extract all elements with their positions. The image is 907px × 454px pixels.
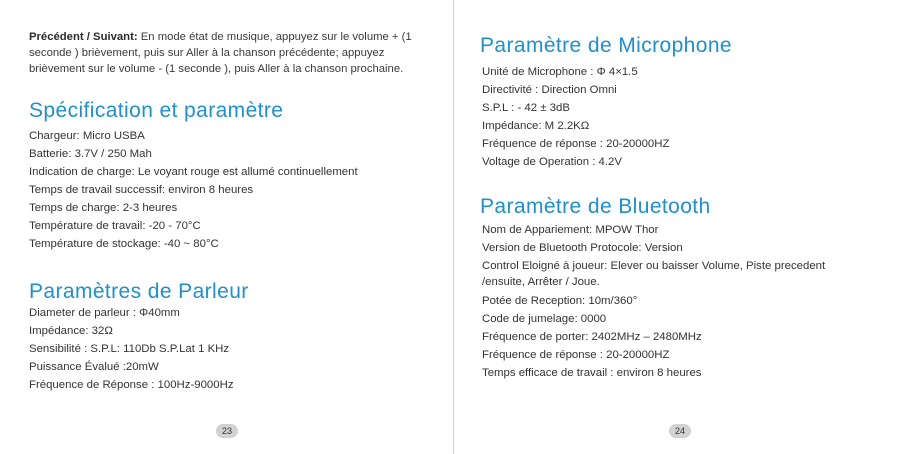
- bt-item: Control Eloigné à joueur: Elever ou baisser Volume, Piste precedent /ensuite, Arrêter / Joue.: [482, 260, 826, 288]
- right-page: [454, 0, 907, 454]
- speaker-item: Diameter de parleur : Φ40mm: [29, 307, 180, 319]
- spec-section-title: Spécification et paramètre: [29, 99, 284, 122]
- intro-paragraph: [29, 29, 439, 77]
- left-page: [0, 0, 453, 454]
- bt-section-title: Paramètre de Bluetooth: [480, 195, 711, 218]
- mic-item: Directivité : Direction Omni: [482, 84, 617, 96]
- mic-item: Impédance: M 2.2KΩ: [482, 120, 590, 132]
- speaker-item: Sensibilité : S.P.L: 110Db S.P.Lat 1 KHz: [29, 343, 230, 355]
- spec-item: Chargeur: Micro USBA: [29, 130, 145, 142]
- bt-item: Code de jumelage: 0000: [482, 313, 607, 325]
- spec-item: Temps de charge: 2-3 heures: [29, 202, 178, 214]
- page-number-badge: 24: [669, 424, 691, 438]
- bt-item: Nom de Appariement: MPOW Thor: [482, 224, 659, 236]
- mic-item: Unité de Microphone : Φ 4×1.5: [482, 66, 638, 78]
- mic-item: S.P.L : - 42 ± 3dB: [482, 102, 570, 114]
- bt-list: [482, 221, 862, 382]
- spec-item: Batterie: 3.7V / 250 Mah: [29, 148, 152, 160]
- page-number-badge: 23: [216, 424, 238, 438]
- mic-item: Fréquence de réponse : 20-20000HZ: [482, 138, 670, 150]
- mic-list: [482, 63, 669, 171]
- speaker-item: Impédance: 32Ω: [29, 325, 113, 337]
- bt-item: Version de Bluetooth Protocole: Version: [482, 242, 683, 254]
- intro-label: Précédent / Suivant:: [29, 31, 138, 43]
- mic-section-title: Paramètre de Microphone: [480, 34, 732, 57]
- spec-item: Température de travail: -20 - 70°C: [29, 220, 201, 232]
- bt-item: Temps efficace de travail : environ 8 heures: [482, 367, 702, 379]
- speaker-item: Puissance Évalué :20mW: [29, 361, 159, 373]
- bt-item: Potée de Reception: 10m/360°: [482, 295, 638, 307]
- spec-list: [29, 127, 358, 253]
- bt-item: Fréquence de réponse : 20-20000HZ: [482, 349, 670, 361]
- speaker-section-title: Paramètres de Parleur: [29, 280, 249, 303]
- speaker-list: [29, 304, 234, 394]
- spec-item: Temps de travail successif: environ 8 heures: [29, 184, 254, 196]
- spec-item: Température de stockage: -40 ~ 80°C: [29, 238, 219, 250]
- spec-item: Indication de charge: Le voyant rouge est allumé continuellement: [29, 166, 358, 178]
- mic-item: Voltage de Operation : 4.2V: [482, 156, 622, 168]
- bt-item: Fréquence de porter: 2402MHz – 2480MHz: [482, 331, 702, 343]
- intro-text: En mode état de musique, appuyez sur le volume + (1 seconde ) brièvement, puis sur Aller à la chanson précédente; appuyez brièvement sur le volume - (1 seconde ), puis Aller à la chanson prochaine.: [29, 31, 412, 75]
- speaker-item: Fréquence de Réponse : 100Hz-9000Hz: [29, 379, 234, 391]
